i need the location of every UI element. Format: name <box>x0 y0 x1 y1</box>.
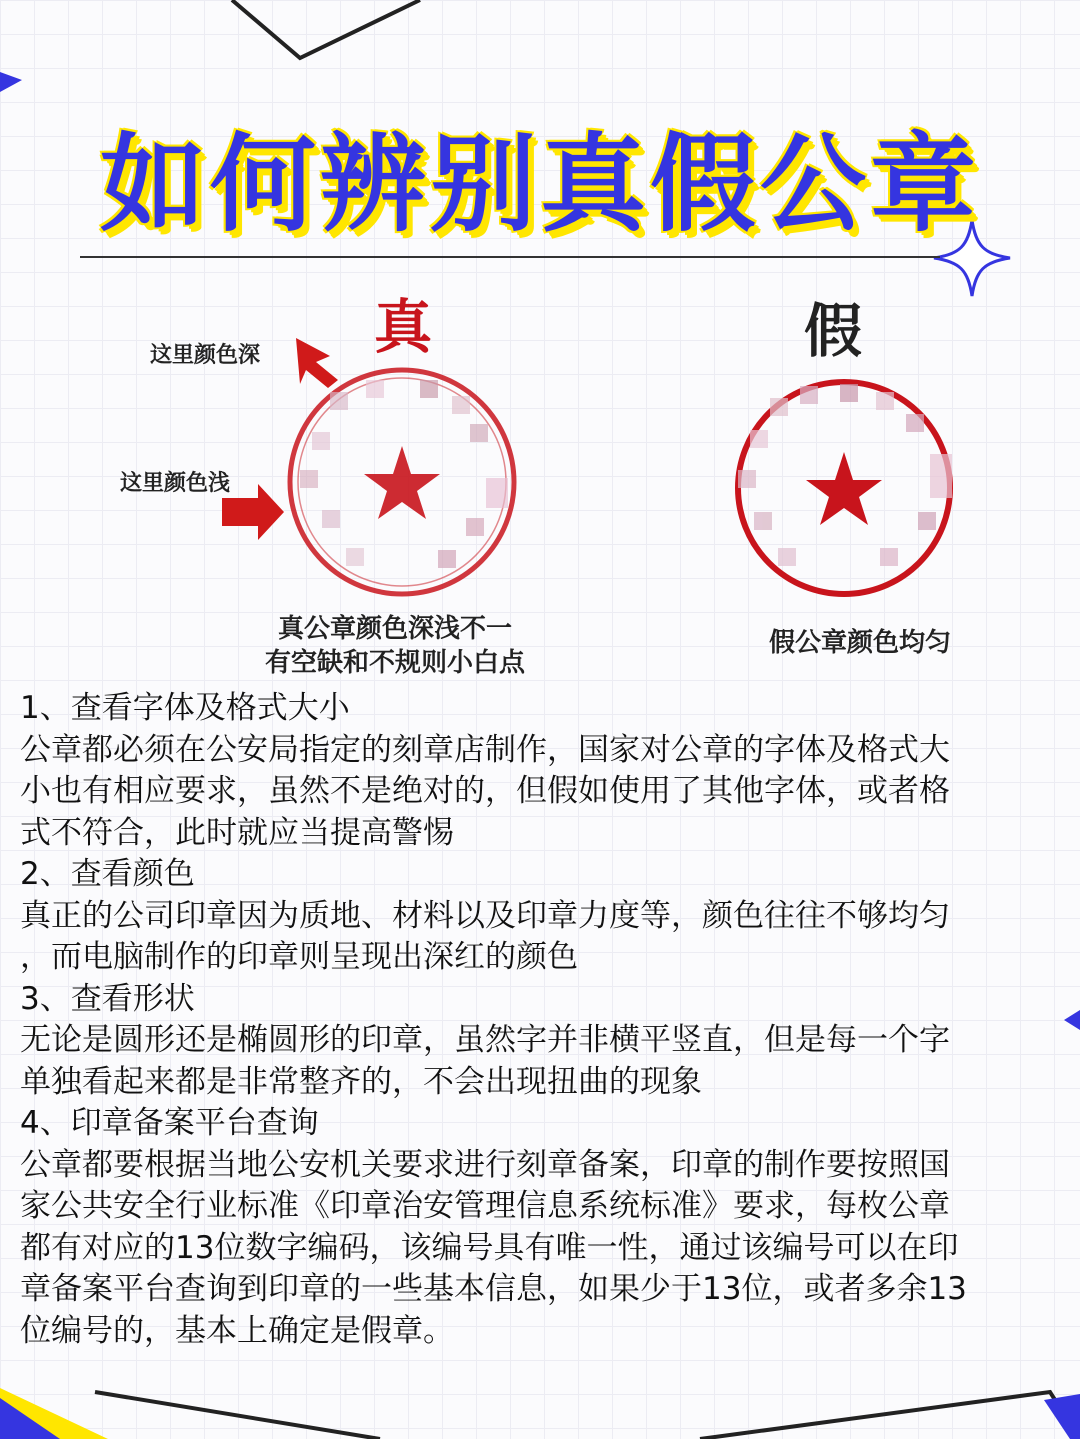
fake-stamp <box>738 382 952 594</box>
real-caption-line2: 有空缺和不规则小白点 <box>264 648 525 678</box>
arrow-dark-icon <box>296 338 338 388</box>
fake-caption: 假公章颜色均匀 <box>768 628 951 658</box>
section-line: ，而电脑制作的印章则呈现出深红的颜色 <box>20 939 578 975</box>
tips-content <box>20 688 1060 1352</box>
section-line: 都有对应的13位数字编码，该编号具有唯一性，通过该编号可以在印 <box>20 1229 959 1266</box>
section-heading: 3、查看形状 <box>20 980 195 1017</box>
page-title: 如何辨别真假公章 <box>100 123 980 246</box>
bottom-chevron-decoration <box>95 1392 380 1439</box>
real-label: 真 <box>374 293 433 361</box>
stamp-illustration <box>0 0 1080 700</box>
real-caption <box>240 612 550 680</box>
section-line: 位编号的，基本上确定是假章。 <box>20 1312 454 1349</box>
annotation-dark: 这里颜色深 <box>150 342 261 368</box>
arrow-light-icon <box>222 484 284 540</box>
section-heading: 4、印章备案平台查询 <box>20 1105 319 1141</box>
bottom-right-line-decoration <box>700 1392 1080 1439</box>
fake-label: 假 <box>804 297 863 365</box>
section-line: 章备案平台查询到印章的一些基本信息，如果少于13位，或者多余13 <box>20 1271 967 1307</box>
section-line: 家公共安全行业标准《印章治安管理信息系统标准》要求，每枚公章 <box>20 1188 950 1224</box>
section-line: 式不符合，此时就应当提高警惕 <box>20 814 454 851</box>
section-line: 公章都要根据当地公安机关要求进行刻章备案，印章的制作要按照国 <box>20 1146 950 1183</box>
section-line: 单独看起来都是非常整齐的，不会出现扭曲的现象 <box>20 1063 702 1100</box>
section-line: 真正的公司印章因为质地、材料以及印章力度等，颜色往往不够均匀 <box>20 897 950 934</box>
right-triangle-decoration <box>1064 1010 1080 1030</box>
section-line: 小也有相应要求，虽然不是绝对的，但假如使用了其他字体，或者格 <box>20 773 950 809</box>
section-line: 无论是圆形还是椭圆形的印章，虽然字并非横平竖直，但是每一个字 <box>20 1022 950 1058</box>
section-heading: 1、查看字体及格式大小 <box>20 690 350 726</box>
annotation-light: 这里颜色浅 <box>120 470 231 496</box>
section-heading: 2、查看颜色 <box>20 856 195 892</box>
real-stamp <box>290 370 514 594</box>
section-line: 公章都必须在公安局指定的刻章店制作，国家对公章的字体及格式大 <box>20 731 950 768</box>
real-caption-line1: 真公章颜色深浅不一 <box>277 614 512 644</box>
bottom-right-blue-shape <box>1044 1394 1080 1439</box>
